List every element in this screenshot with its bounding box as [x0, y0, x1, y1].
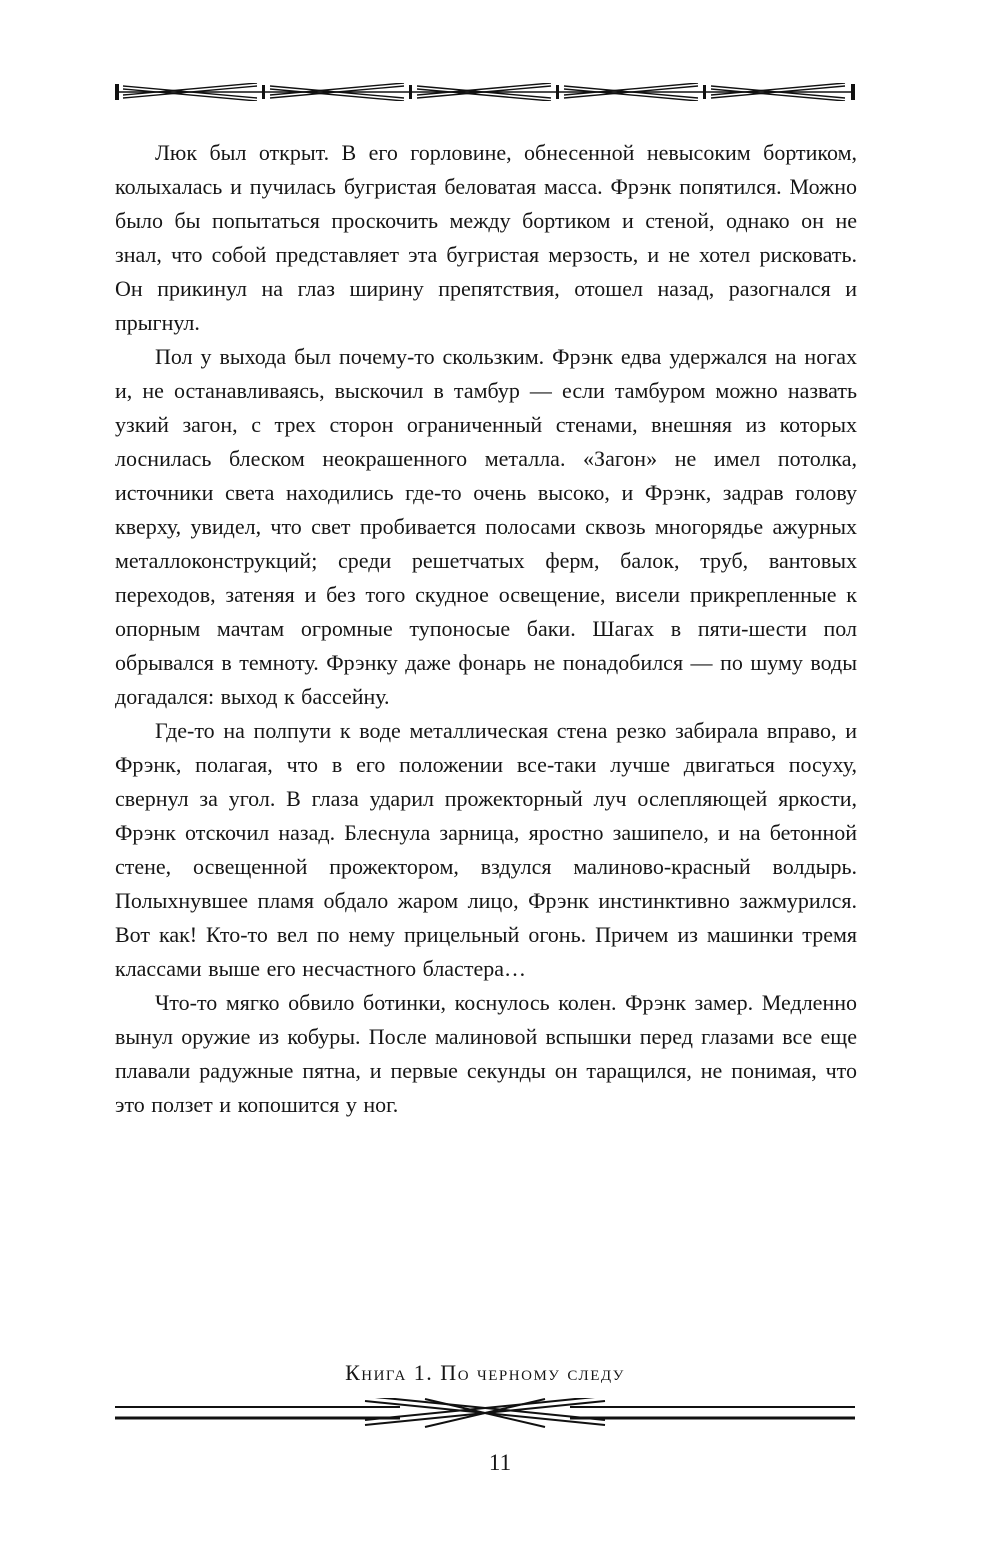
paragraph-3: Где-то на полпути к воде металлическая стена резко забирала вправо, и Фрэнк, полагая, что в его положении все-таки лучше двигаться посуху, свернул за угол. В глаза ударил прожекторный луч ослепляющей яркости, Фрэнк отскочил назад. Блеснула зарница, яростно зашипело, и на бетонной стене, освещенной прожектором, вздулся малиново-красный волдырь. Полыхнувшее пламя обдало жаром лицо, Фрэнк инстинктивно зажмурился. Вот как! Кто-то вел по нему прицельный огонь. Причем из машинки тремя классами выше его несчастного бластера…: [115, 718, 857, 981]
paragraph-1: Люк был открыт. В его горловине, обнесенной невысоким бортиком, колыхалась и пучилась бугристая беловатая масса. Фрэнк попятился. Можно было бы попытаться проскочить между бортиком и стеной, однако он не знал, что собой представляет эта бугристая мерзость, и не хотел рисковать. Он прикинул на глаз ширину препятствия, отошел назад, разогнался и прыгнул.: [115, 140, 857, 335]
top-ornament-rule: [115, 83, 855, 101]
paragraph-4: Что-то мягко обвило ботинки, коснулось колен. Фрэнк замер. Медленно вынул оружие из кобуры. После малиновой вспышки перед глазами все еще плавали радужные пятна, и первые секунды он таращился, не понимая, что это ползет и копошится у ног.: [115, 990, 857, 1117]
paragraph-2: Пол у выхода был почему-то скользким. Фрэнк едва удержался на ногах и, не останавливаясь, выскочил в тамбур — если тамбуром можно назвать узкий загон, с трех сторон ограниченный стенами, внешняя из которых лоснилась блеском неокрашенного металла. «Загон» не имел потолка, источники света находились где-то очень высоко, и Фрэнк, задрав голову кверху, увидел, что свет пробивается полосами сквозь многорядье ажурных металлоконструкций; среди решетчатых ферм, балок, труб, вантовых переходов, затеняя и без того скудное освещение, висели прикрепленные к опорным мачтам огромные тупоносые баки. Шагах в пяти-шести пол обрывался в темноту. Фрэнку даже фонарь не понадобился — по шуму воды догадался: выход к бассейну.: [115, 344, 857, 709]
page-number: 11: [488, 1450, 512, 1475]
running-footer-title: Книга 1. По черному следу: [345, 1360, 625, 1385]
page-text: [115, 136, 857, 1122]
bottom-ornament-rule: [115, 1398, 855, 1428]
